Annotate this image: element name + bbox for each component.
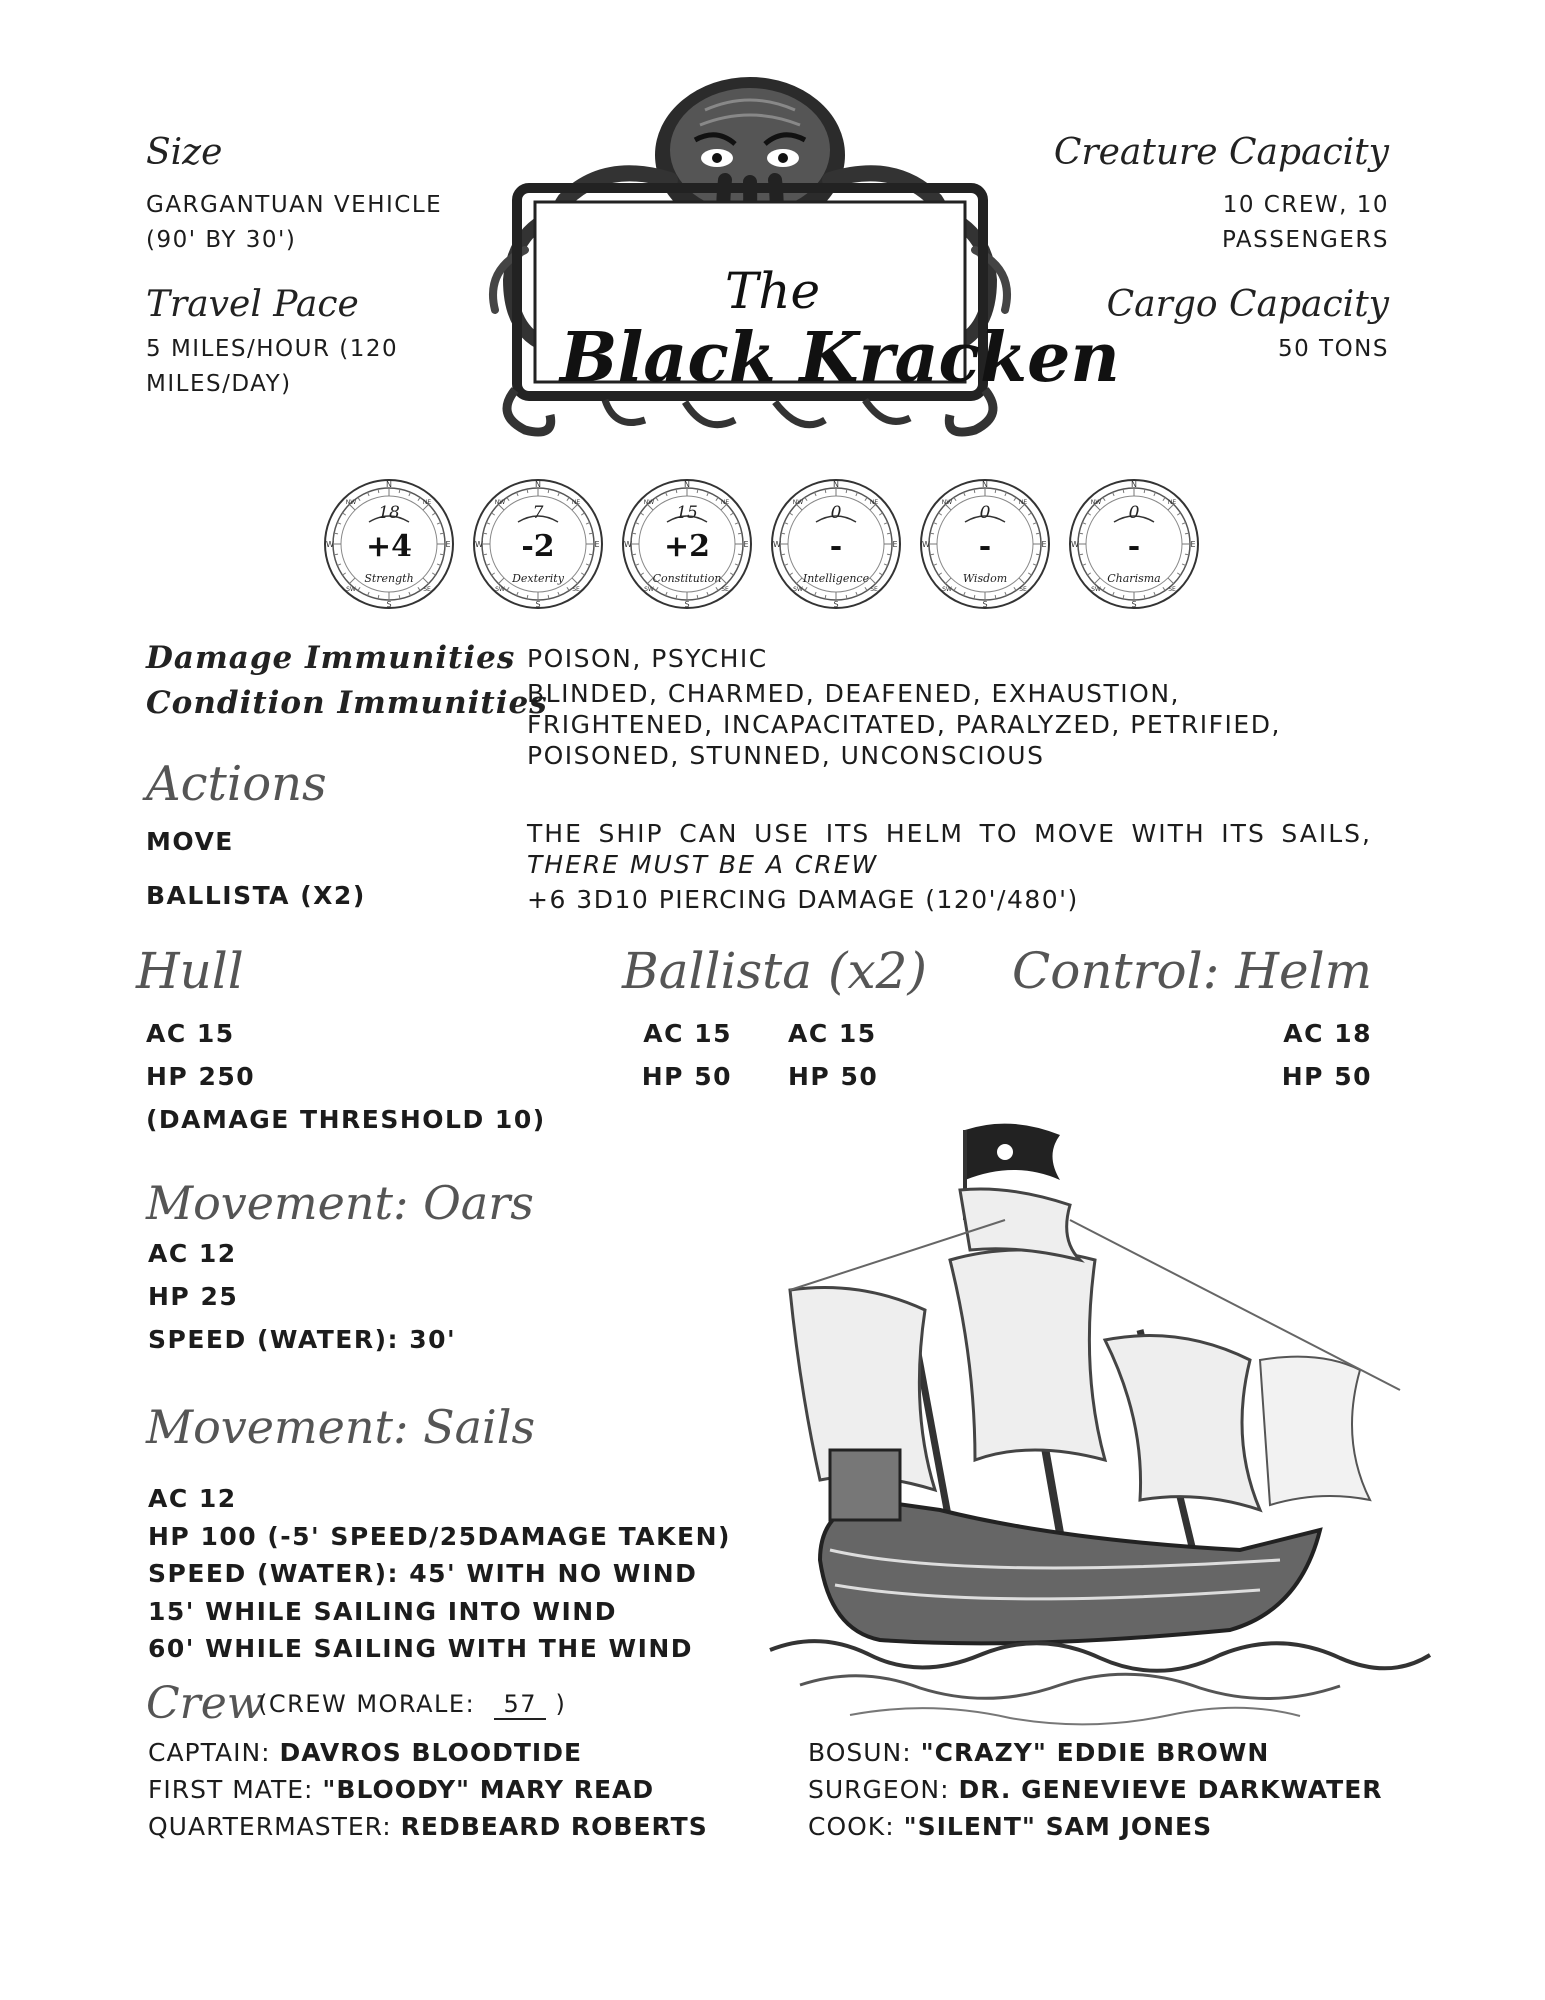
compass-sw-label: SW [495, 586, 505, 593]
ability-strength [323, 478, 455, 610]
travel-pace-label: Travel Pace [146, 284, 359, 325]
sails-hp: HP 100 (-5' SPEED/25DAMAGE TAKEN) [148, 1521, 731, 1551]
compass-dial-icon [323, 478, 455, 610]
move-desc-italic: THERE MUST BE A CREW [527, 850, 879, 879]
ballista-1-hp: HP 50 [641, 1062, 732, 1091]
ballista-2-stats [788, 1012, 878, 1098]
ability-constitution [621, 478, 753, 610]
ballista-2-ac: AC 15 [788, 1019, 877, 1048]
helm-heading: Control: Helm [1012, 942, 1372, 1000]
ability-dexterity [472, 478, 604, 610]
compass-nw-label: NW [643, 499, 655, 506]
sails-speed: SPEED (WATER): 45' WITH NO WIND [148, 1559, 698, 1588]
helm-stats [1282, 1012, 1372, 1098]
compass-se-label: SE [1168, 586, 1176, 593]
travel-pace-line-2: MILES/DAY) [146, 371, 292, 397]
damage-immunities-label: Damage Immunities [146, 640, 516, 676]
size-value-line-1: GARGANTUAN VEHICLE [146, 192, 443, 218]
compass-n-label: N [833, 480, 839, 489]
ability-modifier: - [829, 529, 843, 564]
compass-sw-label: SW [942, 586, 952, 593]
compass-n-label: N [535, 480, 541, 489]
compass-n-label: N [386, 480, 392, 489]
ship-title: Black Kracken [560, 318, 1120, 398]
condition-immunities-value [527, 678, 1281, 771]
compass-s-label: S [982, 600, 988, 609]
action-move-desc [527, 818, 1372, 880]
ability-charisma [1068, 478, 1200, 610]
ballista-1-ac: AC 15 [643, 1019, 732, 1048]
crew-left-column [148, 1734, 708, 1845]
compass-w-label: W [922, 540, 930, 549]
compass-se-label: SE [572, 586, 580, 593]
compass-dial-icon [621, 478, 753, 610]
compass-e-label: E [892, 540, 898, 549]
compass-se-label: SE [1019, 586, 1027, 593]
ballista-heading: Ballista (x2) [622, 942, 928, 1000]
compass-sw-label: SW [793, 586, 803, 593]
size-value-line-2: (90' BY 30') [146, 227, 297, 253]
crew-morale [258, 1690, 566, 1720]
cargo-capacity-label: Cargo Capacity [1106, 284, 1389, 325]
compass-ne-label: NE [422, 499, 432, 506]
compass-sw-label: SW [1091, 586, 1101, 593]
oars-stats [148, 1232, 456, 1361]
compass-w-label: W [773, 540, 781, 549]
travel-pace-line-1: 5 MILES/HOUR (120 [146, 336, 399, 362]
creature-capacity-value [1222, 188, 1389, 258]
compass-n-label: N [982, 480, 988, 489]
cargo-capacity-value: 50 TONS [1277, 336, 1389, 362]
move-desc-line: THE SHIP CAN USE ITS HELM TO MOVE WITH ITS SAILS, [527, 819, 1372, 848]
compass-dial-icon [1068, 478, 1200, 610]
compass-s-label: S [386, 600, 392, 609]
compass-dial-icon [919, 478, 1051, 610]
title-the: The [725, 262, 821, 320]
ability-score: 0 [979, 503, 991, 523]
compass-w-label: W [326, 540, 334, 549]
compass-e-label: E [1041, 540, 1047, 549]
creature-capacity-label: Creature Capacity [1053, 132, 1389, 173]
compass-s-label: S [535, 600, 541, 609]
compass-e-label: E [445, 540, 451, 549]
ability-name: Dexterity [512, 572, 564, 585]
condition-line-3: POISONED, STUNNED, UNCONSCIOUS [527, 741, 1045, 770]
compass-se-label: SE [870, 586, 878, 593]
damage-immunities-value: POISON, PSYCHIC [527, 644, 768, 673]
compass-nw-label: NW [792, 499, 804, 506]
compass-n-label: N [684, 480, 690, 489]
ability-wisdom [919, 478, 1051, 610]
compass-sw-label: SW [346, 586, 356, 593]
condition-line-1: BLINDED, CHARMED, DEAFENED, EXHAUSTION, [527, 679, 1181, 708]
compass-ne-label: NE [1018, 499, 1028, 506]
ability-name: Charisma [1107, 572, 1161, 585]
crew-first-mate: FIRST MATE: "BLOODY" MARY READ [148, 1775, 655, 1804]
crew-heading: Crew [146, 1678, 265, 1729]
size-label: Size [146, 132, 223, 173]
ballista-1-stats [642, 1012, 732, 1098]
action-ballista-desc: +6 3D10 PIERCING DAMAGE (120'/480') [527, 885, 1079, 914]
hull-stats [146, 1012, 546, 1141]
action-move-label: MOVE [146, 827, 234, 856]
ability-modifier: +4 [365, 529, 413, 564]
ability-modifier: - [978, 529, 992, 564]
ability-modifier: - [1127, 529, 1141, 564]
ability-name: Intelligence [802, 572, 870, 585]
crew-morale-close: ) [555, 1690, 567, 1718]
ability-modifier: -2 [521, 529, 555, 564]
action-ballista-label: BALLISTA (X2) [146, 881, 366, 910]
compass-s-label: S [833, 600, 839, 609]
compass-ne-label: NE [1167, 499, 1177, 506]
compass-ne-label: NE [869, 499, 879, 506]
ability-name: Wisdom [962, 572, 1008, 585]
compass-e-label: E [1190, 540, 1196, 549]
crew-captain: CAPTAIN: DAVROS BLOODTIDE [148, 1738, 583, 1767]
ability-score: 18 [378, 503, 400, 523]
compass-ne-label: NE [720, 499, 730, 506]
crew-morale-value[interactable]: 57 [494, 1690, 546, 1720]
crew-right-column [808, 1734, 1383, 1845]
ship-icon [760, 1110, 1440, 1730]
compass-w-label: W [1071, 540, 1079, 549]
oars-ac: AC 12 [148, 1239, 237, 1268]
condition-line-2: FRIGHTENED, INCAPACITATED, PARALYZED, PETRIFIED, [527, 710, 1281, 739]
hull-ac: AC 15 [146, 1019, 235, 1048]
helm-ac: AC 18 [1283, 1019, 1372, 1048]
ability-score: 7 [532, 503, 544, 523]
compass-s-label: S [684, 600, 690, 609]
ability-modifier: +2 [663, 529, 711, 564]
compass-dial-icon [472, 478, 604, 610]
compass-nw-label: NW [494, 499, 506, 506]
actions-heading: Actions [146, 756, 327, 812]
crew-surgeon: SURGEON: DR. GENEVIEVE DARKWATER [808, 1775, 1383, 1804]
creature-capacity-line-1: 10 CREW, 10 [1222, 192, 1389, 218]
ability-name: Strength [364, 572, 414, 585]
creature-capacity-line-2: PASSENGERS [1221, 227, 1389, 253]
compass-sw-label: SW [644, 586, 654, 593]
sails-ac: AC 12 [148, 1484, 237, 1513]
ability-intelligence [770, 478, 902, 610]
crew-morale-label: (CREW MORALE: [258, 1690, 476, 1718]
compass-se-label: SE [423, 586, 431, 593]
compass-e-label: E [594, 540, 600, 549]
hull-heading: Hull [136, 942, 244, 1000]
ability-score: 0 [830, 503, 842, 523]
compass-w-label: W [624, 540, 632, 549]
compass-nw-label: NW [1090, 499, 1102, 506]
crew-bosun: BOSUN: "CRAZY" EDDIE BROWN [808, 1738, 1270, 1767]
helm-hp: HP 50 [1281, 1062, 1372, 1091]
condition-immunities-label: Condition Immunities [146, 685, 548, 721]
sails-heading: Movement: Sails [146, 1400, 536, 1454]
sails-into-wind: 15' WHILE SAILING INTO WIND [148, 1596, 617, 1626]
compass-se-label: SE [721, 586, 729, 593]
ability-score: 0 [1128, 503, 1140, 523]
compass-w-label: W [475, 540, 483, 549]
hull-threshold: (DAMAGE THRESHOLD 10) [146, 1105, 546, 1134]
compass-n-label: N [1131, 480, 1137, 489]
crew-quartermaster: QUARTERMASTER: REDBEARD ROBERTS [148, 1812, 708, 1841]
oars-speed: SPEED (WATER): 30' [148, 1325, 457, 1354]
hull-hp: HP 250 [146, 1062, 256, 1091]
compass-ne-label: NE [571, 499, 581, 506]
sails-stats [148, 1480, 731, 1668]
ballista-2-hp: HP 50 [788, 1062, 879, 1091]
sails-with-wind: 60' WHILE SAILING WITH THE WIND [148, 1634, 694, 1663]
ability-score: 15 [676, 503, 698, 523]
pirate-ship-illustration [760, 1110, 1440, 1730]
oars-heading: Movement: Oars [146, 1176, 534, 1230]
compass-nw-label: NW [345, 499, 357, 506]
travel-pace-value [146, 332, 398, 402]
compass-s-label: S [1131, 600, 1137, 609]
compass-nw-label: NW [941, 499, 953, 506]
ability-name: Constitution [652, 572, 722, 585]
compass-dial-icon [770, 478, 902, 610]
compass-e-label: E [743, 540, 749, 549]
oars-hp: HP 25 [148, 1282, 239, 1311]
size-value [146, 188, 442, 258]
crew-cook: COOK: "SILENT" SAM JONES [808, 1812, 1213, 1841]
